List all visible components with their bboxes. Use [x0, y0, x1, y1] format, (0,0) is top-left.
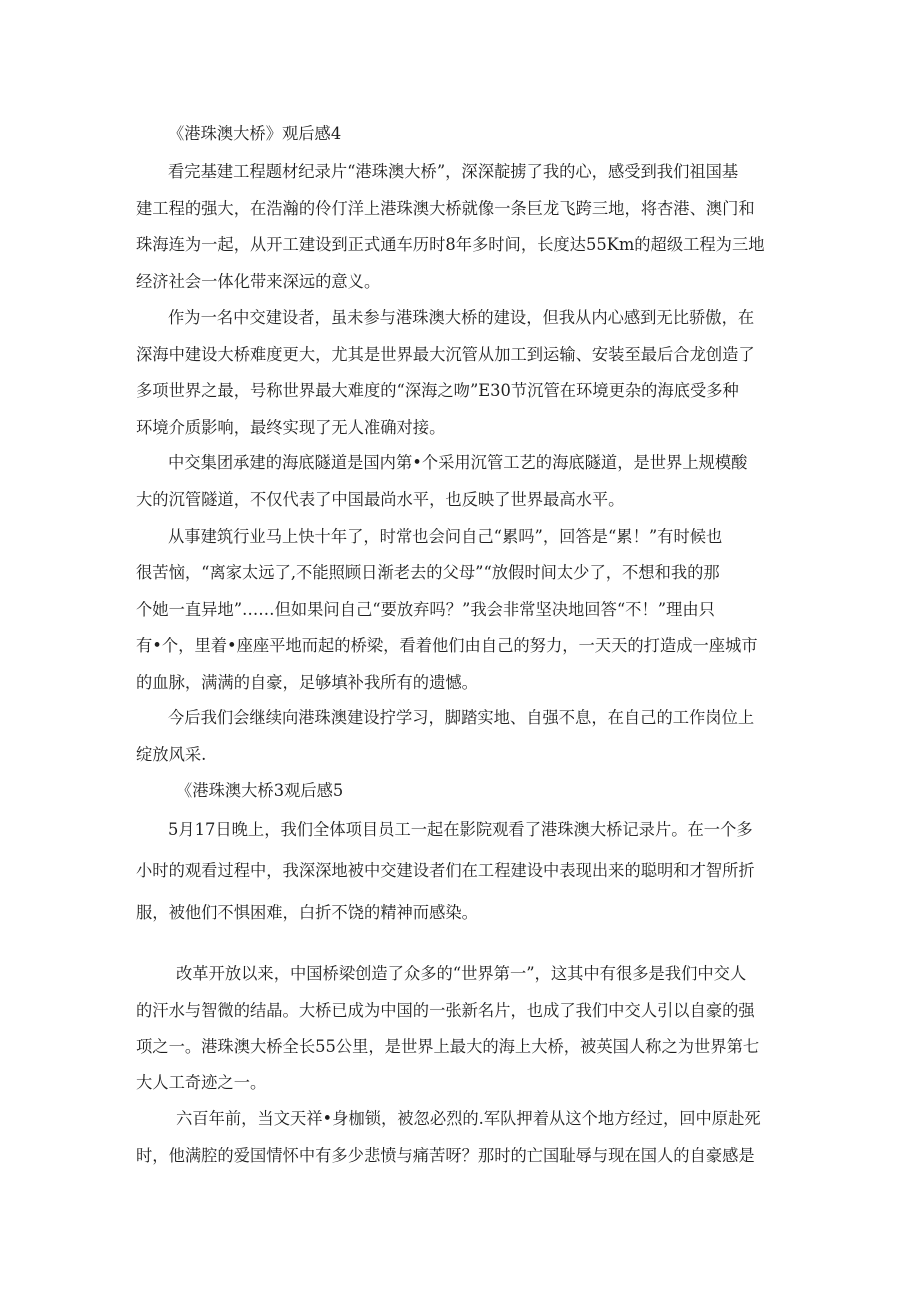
paragraph-1-line-2: 建工程的强大，在浩瀚的伶仃洋上港珠澳大桥就像一条巨龙飞跨三地，将杏港、澳门和	[136, 199, 755, 218]
title-line-1: 《港珠澳大桥》观后感4	[168, 124, 342, 143]
paragraph-3-line-1: 中交集团承建的海底隧道是国内第•个采用沉管工艺的海底隧道，是世界上规模酸	[168, 453, 748, 472]
paragraph-6-line-3: 服，被他们不惧困难，白折不饶的精神而感染。	[136, 903, 478, 922]
paragraph-7-line-3: 项之一。港珠澳大桥全长55公里，是世界上最大的海上大桥，被英国人称之为世界第七	[136, 1037, 760, 1056]
title-line-2: 《港珠澳大桥3观后感5	[176, 781, 344, 800]
paragraph-3-line-2: 大的沉管隧道，不仅代表了中国最尚水平，也反映了世界最高水平。	[136, 490, 625, 509]
paragraph-6-line-1: 5月17日晚上，我们全体项目员工一起在影院观看了港珠澳大桥记录片。在一个多	[168, 820, 753, 839]
paragraph-6-line-2: 小时的观看过程中，我深深地被中交建设者们在工程建设中表现出来的聪明和才智所折	[136, 861, 755, 880]
paragraph-4-line-3: 个她一直异地”……但如果问自己“要放弃吗？”我会非常坚决地回答“不！”理由只	[136, 600, 715, 619]
paragraph-4-line-5: 的血脉，满满的自豪，足够填补我所有的遗憾。	[136, 673, 478, 692]
paragraph-7-line-2: 的汗水与智微的结晶。大桥已成为中国的一张新名片，也成了我们中交人引以自豪的强	[136, 1001, 755, 1020]
paragraph-8-line-1: 六百年前，当文天祥•身枷锁，被忽必烈的.军队押着从这个地方经过，回中原赴死	[176, 1109, 761, 1128]
paragraph-4-line-1: 从事建筑行业马上快十年了，时常也会问自己“累吗”，回答是“累！”有时候也	[168, 527, 723, 546]
paragraph-2-line-1: 作为一名中交建设者，虽未参与港珠澳大桥的建设，但我从内心感到无比骄傲，在	[168, 308, 755, 327]
paragraph-4-line-4: 有•个，里着•座座平地而起的桥梁，看着他们由自己的努力，一天天的打造成一座城市	[136, 636, 758, 655]
paragraph-2-line-2: 深海中建设大桥难度更大，尤其是世界最大沉管从加工到运输、安装至最后合龙创造了	[136, 345, 755, 364]
paragraph-8-line-2: 时，他满腔的爱国情怀中有多少悲愤与痛苦呀？那时的亡国耻辱与现在国人的自豪感是	[136, 1146, 755, 1165]
paragraph-1-line-4: 经济社会一体化带来深远的意义。	[136, 272, 381, 291]
paragraph-1-line-1: 看完基建工程题材纪录片“港珠澳大桥”，深深靛掳了我的心，感受到我们祖国基	[168, 162, 739, 181]
paragraph-5-line-1: 今后我们会继续向港珠澳建设拧学习，脚踏实地、自强不息，在自己的工作岗位上	[168, 708, 755, 727]
paragraph-5-line-2: 绽放风采.	[136, 745, 207, 764]
paragraph-7-line-4: 大人工奇迹之一。	[136, 1073, 267, 1092]
paragraph-1-line-3: 珠海连为一起，从开工建设到正式通车历时8年多时间，长度达55Km的超级工程为三地	[136, 235, 765, 254]
paragraph-7-line-1: 改革开放以来，中国桥梁创造了众多的“世界第一”，这其中有很多是我们中交人	[176, 964, 747, 983]
paragraph-2-line-3: 多项世界之最，号称世界最大难度的“深海之吻”E30节沉管在环境更杂的海底受多种	[136, 381, 739, 400]
paragraph-4-line-2: 很苦恼，“离家太远了,不能照顾日渐老去的父母”“放假时间太少了，不想和我的那	[136, 563, 720, 582]
paragraph-2-line-4: 环境介质影响，最终实现了无人准确对接。	[136, 418, 446, 437]
